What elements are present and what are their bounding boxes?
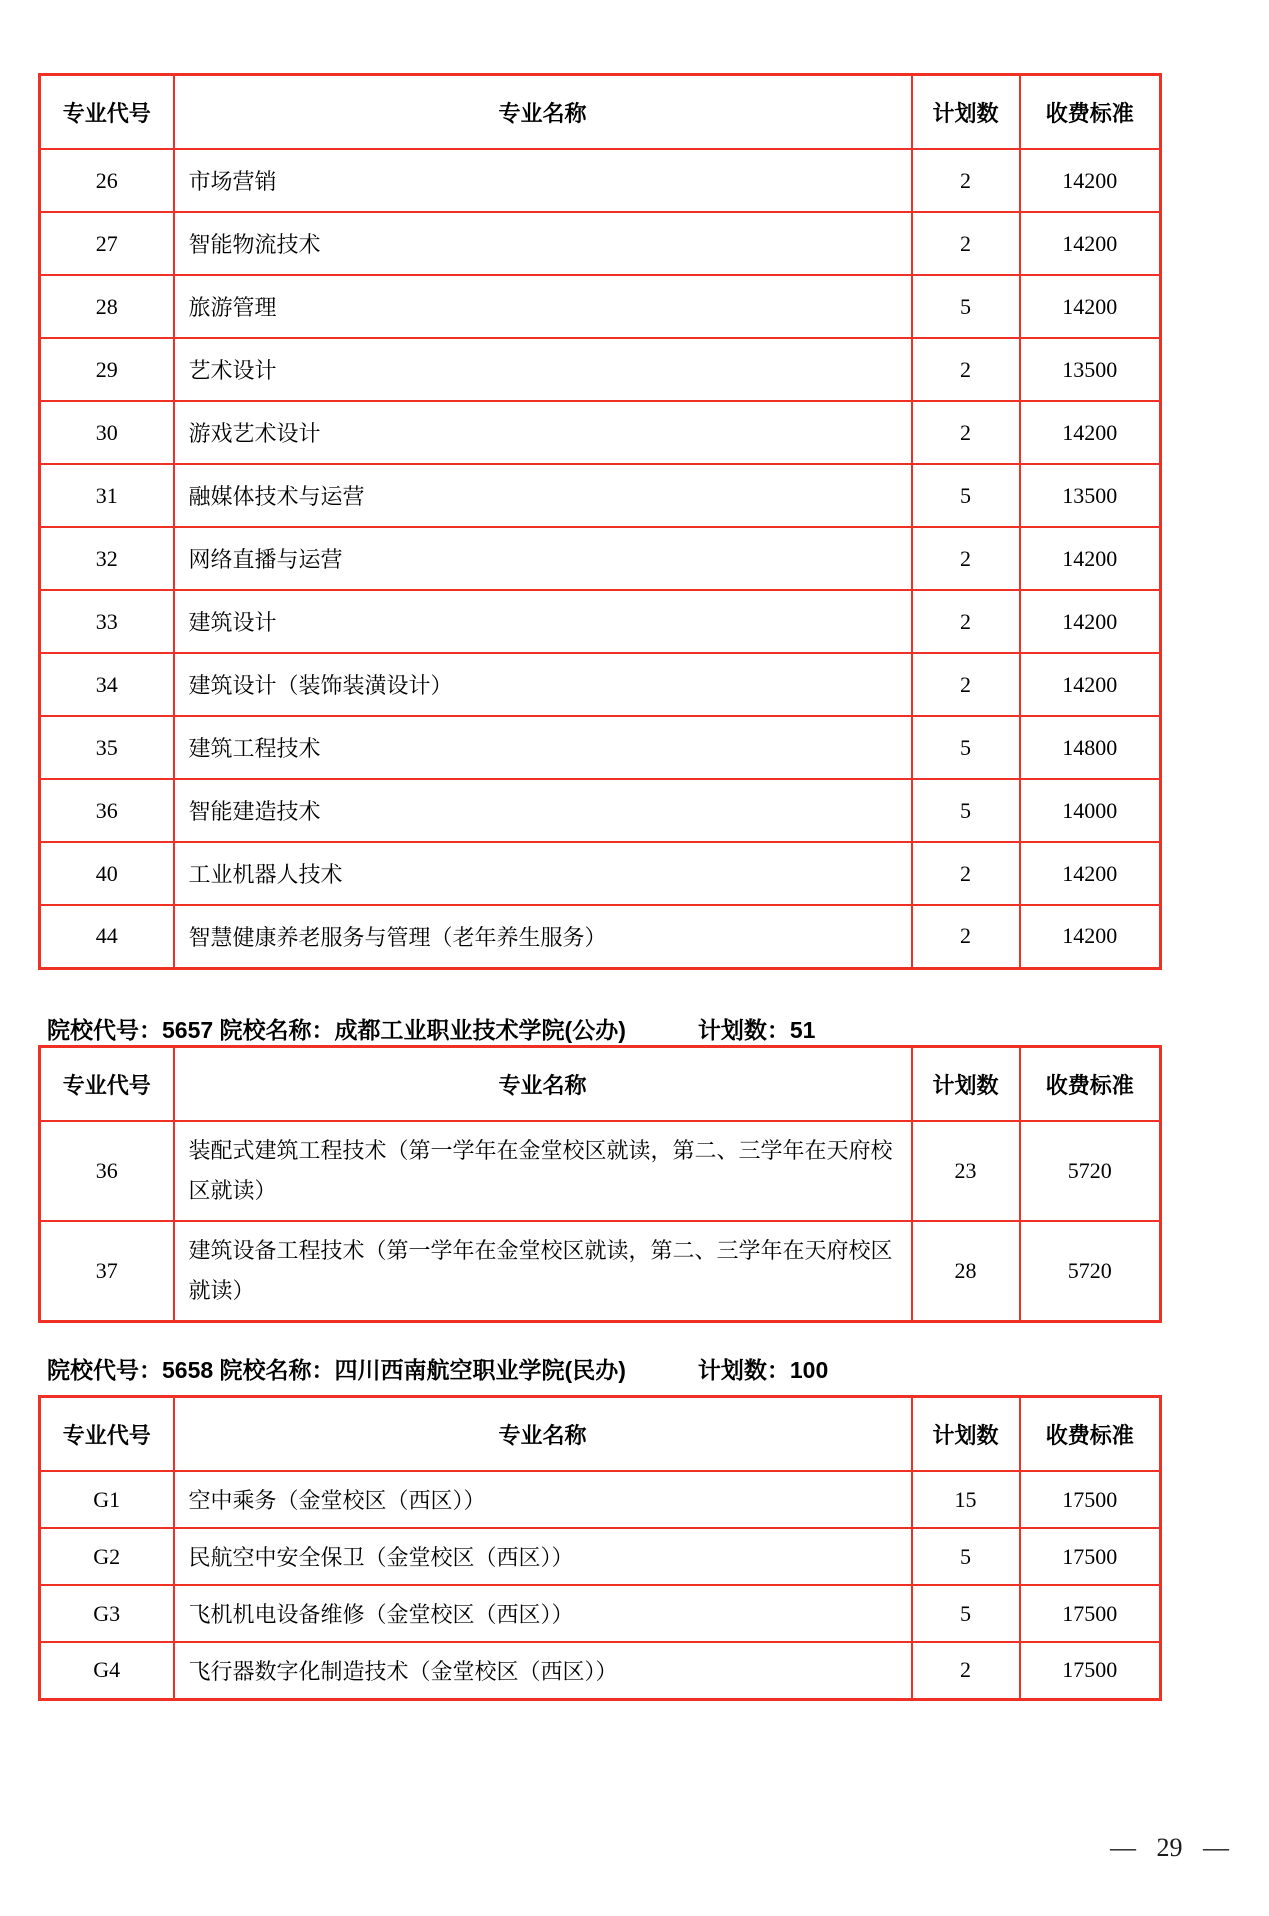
college-info-text: 院校代号：5658 院校名称：四川西南航空职业学院(民办) — [47, 1357, 626, 1383]
fee-cell: 17500 — [1020, 1585, 1161, 1642]
table-row — [40, 338, 1161, 401]
major-code-cell: G2 — [40, 1528, 174, 1585]
major-name-cell: 空中乘务（金堂校区（西区）） — [174, 1471, 912, 1528]
table-row — [40, 716, 1161, 779]
table-header-row — [40, 1397, 1161, 1472]
major-plan-table-5658 — [38, 1395, 1162, 1701]
plan-count-cell: 2 — [912, 212, 1020, 275]
major-code-cell: 30 — [40, 401, 174, 464]
major-name-cell: 建筑设计 — [174, 590, 912, 653]
major-code-cell: 34 — [40, 653, 174, 716]
fee-cell: 14200 — [1020, 842, 1161, 905]
major-name-cell: 建筑设备工程技术（第一学年在金堂校区就读，第二、三学年在天府校区就读） — [174, 1221, 912, 1321]
column-header-major-code: 专业代号 — [40, 1397, 174, 1472]
column-header-major-name: 专业名称 — [174, 1397, 912, 1472]
major-code-cell: 28 — [40, 275, 174, 338]
column-header-fee: 收费标准 — [1020, 1397, 1161, 1472]
major-code-cell: 32 — [40, 527, 174, 590]
major-name-cell: 艺术设计 — [174, 338, 912, 401]
column-header-plan-count: 计划数 — [912, 1047, 1020, 1122]
plan-count-cell: 5 — [912, 1528, 1020, 1585]
table-row — [40, 401, 1161, 464]
major-name-cell: 智能物流技术 — [174, 212, 912, 275]
fee-cell: 14200 — [1020, 653, 1161, 716]
column-header-plan-count: 计划数 — [912, 1397, 1020, 1472]
major-name-cell: 融媒体技术与运营 — [174, 464, 912, 527]
table-row — [40, 1642, 1161, 1699]
fee-cell: 14200 — [1020, 149, 1161, 212]
major-name-cell: 民航空中安全保卫（金堂校区（西区）） — [174, 1528, 912, 1585]
major-code-cell: 40 — [40, 842, 174, 905]
column-header-plan-count: 计划数 — [912, 75, 1020, 150]
major-code-cell: 27 — [40, 212, 174, 275]
fee-cell: 14200 — [1020, 590, 1161, 653]
fee-cell: 17500 — [1020, 1528, 1161, 1585]
major-code-cell: 31 — [40, 464, 174, 527]
major-name-cell: 飞行器数字化制造技术（金堂校区（西区）） — [174, 1642, 912, 1699]
major-code-cell: 35 — [40, 716, 174, 779]
plan-count-cell: 2 — [912, 842, 1020, 905]
plan-count-cell: 2 — [912, 1642, 1020, 1699]
fee-cell: 14800 — [1020, 716, 1161, 779]
column-header-major-code: 专业代号 — [40, 75, 174, 150]
table-header-row — [40, 75, 1161, 150]
fee-cell: 5720 — [1020, 1221, 1161, 1321]
fee-cell: 14200 — [1020, 527, 1161, 590]
plan-count-label: 计划数：100 — [697, 1357, 829, 1383]
major-code-cell: G3 — [40, 1585, 174, 1642]
major-name-cell: 游戏艺术设计 — [174, 401, 912, 464]
table-row — [40, 905, 1161, 968]
plan-count-cell: 5 — [912, 716, 1020, 779]
plan-count-cell: 2 — [912, 905, 1020, 968]
college-section-header-5658 — [47, 1352, 1197, 1385]
column-header-fee: 收费标准 — [1020, 1047, 1161, 1122]
table-row — [40, 842, 1161, 905]
major-name-cell: 市场营销 — [174, 149, 912, 212]
table-row — [40, 1221, 1161, 1321]
major-name-cell: 建筑设计（装饰装潢设计） — [174, 653, 912, 716]
table-row — [40, 464, 1161, 527]
column-header-fee: 收费标准 — [1020, 75, 1161, 150]
plan-count-cell: 2 — [912, 653, 1020, 716]
column-header-major-code: 专业代号 — [40, 1047, 174, 1122]
plan-count-cell: 28 — [912, 1221, 1020, 1321]
fee-cell: 14000 — [1020, 779, 1161, 842]
plan-count-cell: 2 — [912, 401, 1020, 464]
plan-count-cell: 5 — [912, 1585, 1020, 1642]
major-name-cell: 旅游管理 — [174, 275, 912, 338]
major-name-cell: 飞机机电设备维修（金堂校区（西区）） — [174, 1585, 912, 1642]
major-code-cell: 36 — [40, 779, 174, 842]
major-code-cell: 36 — [40, 1121, 174, 1221]
major-code-cell: 26 — [40, 149, 174, 212]
major-name-cell: 网络直播与运营 — [174, 527, 912, 590]
major-code-cell: G1 — [40, 1471, 174, 1528]
plan-count-cell: 2 — [912, 149, 1020, 212]
major-name-cell: 装配式建筑工程技术（第一学年在金堂校区就读，第二、三学年在天府校区就读） — [174, 1121, 912, 1221]
plan-count-cell: 15 — [912, 1471, 1020, 1528]
major-name-cell: 智能建造技术 — [174, 779, 912, 842]
table-row — [40, 1528, 1161, 1585]
college-info-text: 院校代号：5657 院校名称：成都工业职业技术学院(公办) — [47, 1017, 626, 1043]
table-row — [40, 527, 1161, 590]
plan-count-cell: 23 — [912, 1121, 1020, 1221]
major-code-cell: 37 — [40, 1221, 174, 1321]
table-row — [40, 149, 1161, 212]
major-code-cell: 29 — [40, 338, 174, 401]
table-row — [40, 779, 1161, 842]
table-row — [40, 1121, 1161, 1221]
column-header-major-name: 专业名称 — [174, 1047, 912, 1122]
page-number: — 29 — — [1110, 1833, 1229, 1862]
table-row — [40, 275, 1161, 338]
table-header-row — [40, 1047, 1161, 1122]
fee-cell: 14200 — [1020, 212, 1161, 275]
major-name-cell: 建筑工程技术 — [174, 716, 912, 779]
table-row — [40, 1471, 1161, 1528]
fee-cell: 17500 — [1020, 1471, 1161, 1528]
column-header-major-name: 专业名称 — [174, 75, 912, 150]
table-row — [40, 212, 1161, 275]
plan-count-cell: 5 — [912, 464, 1020, 527]
plan-count-cell: 2 — [912, 590, 1020, 653]
fee-cell: 13500 — [1020, 464, 1161, 527]
fee-cell: 17500 — [1020, 1642, 1161, 1699]
plan-count-cell: 5 — [912, 779, 1020, 842]
plan-count-label: 计划数：51 — [697, 1017, 816, 1043]
plan-count-cell: 2 — [912, 527, 1020, 590]
fee-cell: 14200 — [1020, 905, 1161, 968]
major-code-cell: 44 — [40, 905, 174, 968]
major-name-cell: 工业机器人技术 — [174, 842, 912, 905]
table-row — [40, 1585, 1161, 1642]
table-row — [40, 653, 1161, 716]
plan-count-cell: 2 — [912, 338, 1020, 401]
fee-cell: 14200 — [1020, 275, 1161, 338]
fee-cell: 5720 — [1020, 1121, 1161, 1221]
major-name-cell: 智慧健康养老服务与管理（老年养生服务） — [174, 905, 912, 968]
major-plan-table-5657 — [38, 1045, 1162, 1323]
major-code-cell: 33 — [40, 590, 174, 653]
major-plan-table-continued — [38, 73, 1162, 970]
plan-count-cell: 5 — [912, 275, 1020, 338]
major-code-cell: G4 — [40, 1642, 174, 1699]
fee-cell: 14200 — [1020, 401, 1161, 464]
college-section-header-5657 — [47, 1012, 1197, 1045]
fee-cell: 13500 — [1020, 338, 1161, 401]
table-row — [40, 590, 1161, 653]
